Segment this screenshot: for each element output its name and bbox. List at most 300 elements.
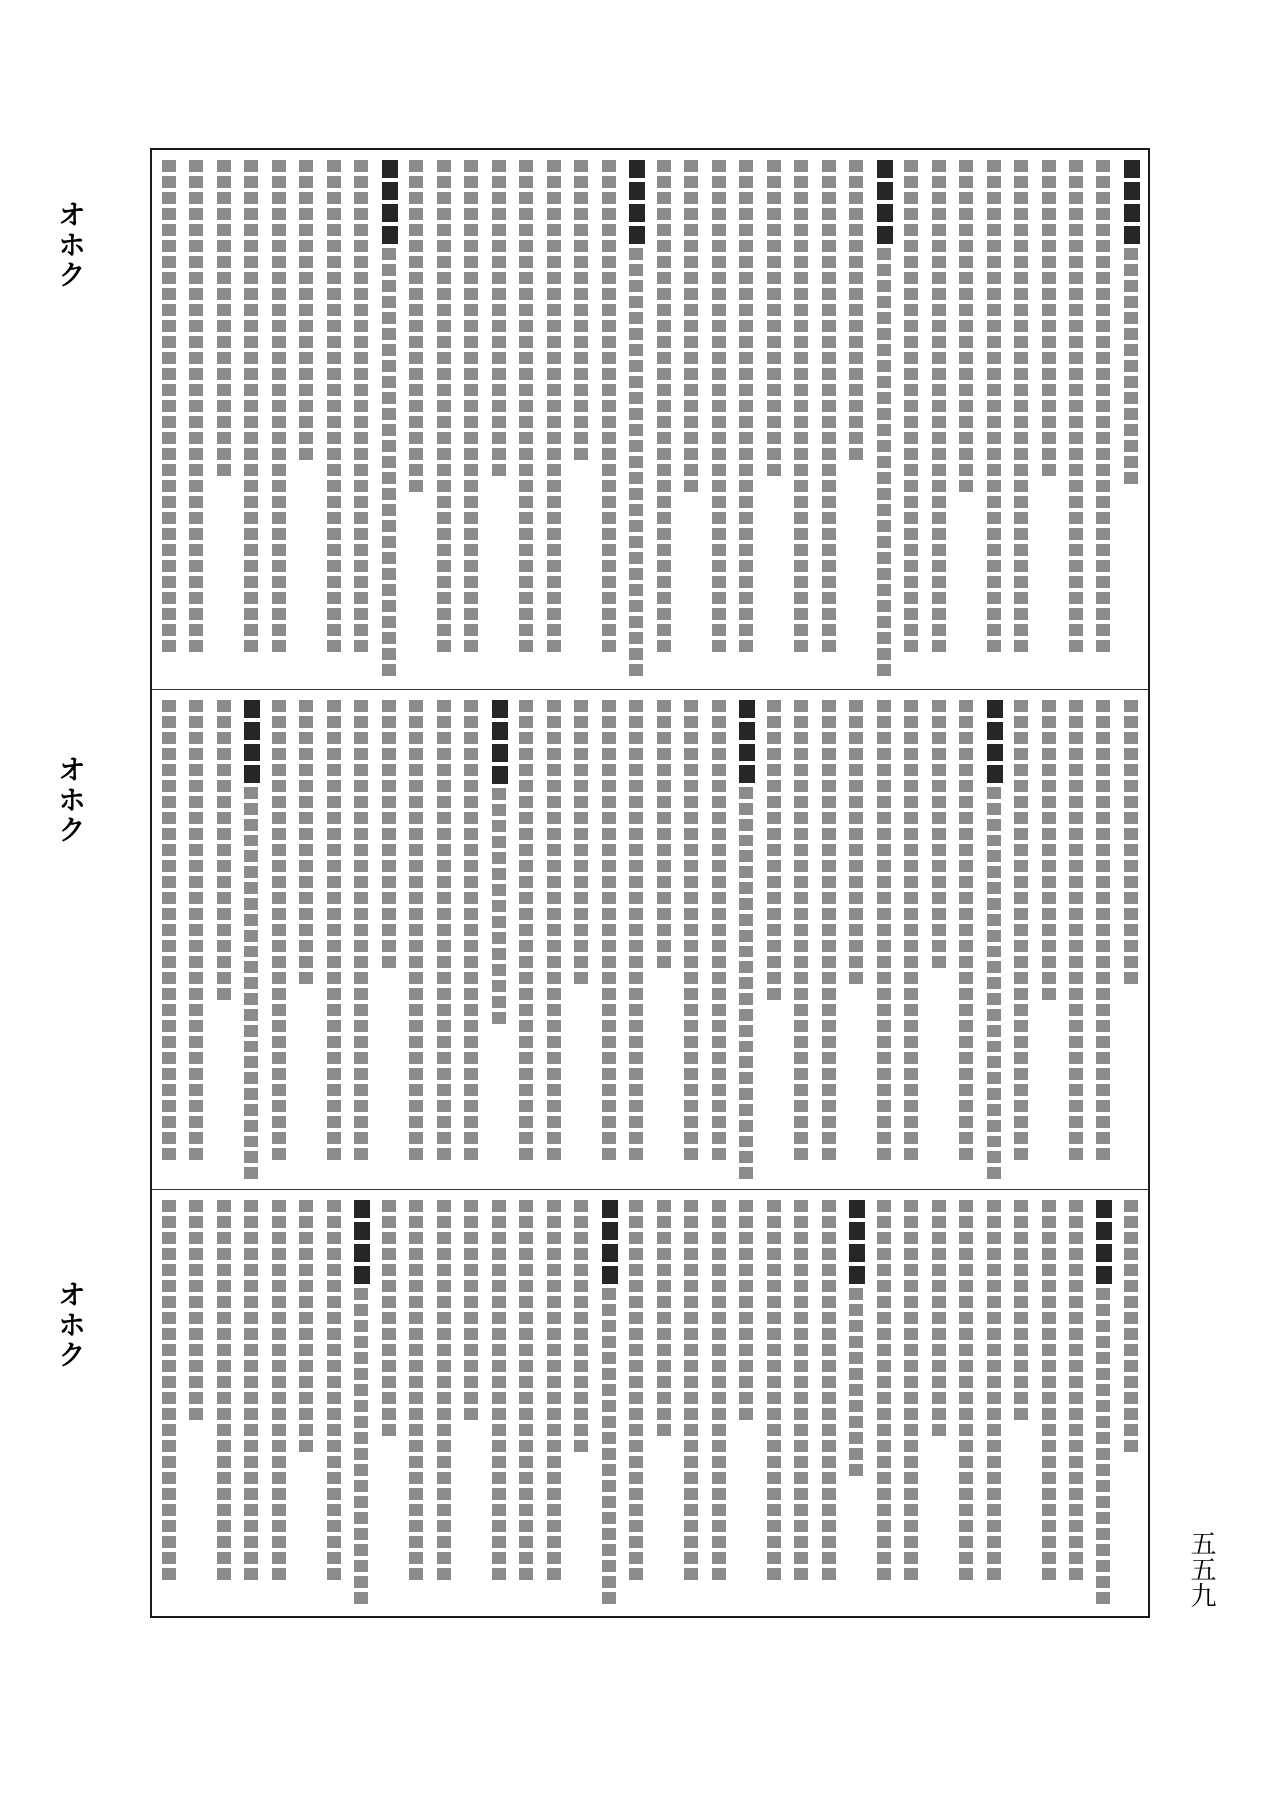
text-glyph xyxy=(684,1536,698,1548)
text-glyph xyxy=(189,288,203,300)
text-glyph xyxy=(217,432,231,444)
text-glyph xyxy=(1042,320,1056,332)
text-glyph xyxy=(189,924,203,936)
text-glyph xyxy=(1014,908,1028,920)
text-glyph xyxy=(1069,1376,1083,1388)
text-glyph xyxy=(657,876,671,888)
text-glyph xyxy=(1014,1408,1028,1420)
text-glyph xyxy=(602,1004,616,1016)
text-glyph xyxy=(244,1151,258,1163)
text-glyph xyxy=(519,1052,533,1064)
text-glyph xyxy=(684,176,698,188)
text-glyph xyxy=(959,1132,973,1144)
text-glyph xyxy=(1096,560,1110,572)
text-glyph xyxy=(1014,732,1028,744)
text-glyph xyxy=(877,844,891,856)
text-glyph xyxy=(822,796,836,808)
text-glyph xyxy=(849,732,863,744)
text-glyph xyxy=(162,464,176,476)
text-glyph xyxy=(684,1424,698,1436)
text-glyph xyxy=(822,272,836,284)
text-glyph xyxy=(299,1424,313,1436)
text-glyph xyxy=(602,304,616,316)
text-glyph xyxy=(327,748,341,760)
text-glyph xyxy=(849,1352,863,1364)
text-glyph xyxy=(492,1520,506,1532)
text-glyph xyxy=(1069,828,1083,840)
text-glyph xyxy=(409,240,423,252)
text-glyph xyxy=(272,1520,286,1532)
text-glyph xyxy=(464,1328,478,1340)
text-glyph xyxy=(1096,1336,1110,1348)
text-glyph xyxy=(877,1052,891,1064)
text-glyph xyxy=(1069,368,1083,380)
text-glyph xyxy=(409,1084,423,1096)
text-glyph xyxy=(987,592,1001,604)
text-glyph xyxy=(217,1472,231,1484)
text-glyph xyxy=(987,1376,1001,1388)
text-glyph xyxy=(382,296,396,308)
text-glyph xyxy=(629,764,643,776)
text-glyph xyxy=(1042,860,1056,872)
text-glyph xyxy=(684,748,698,760)
text-glyph xyxy=(409,304,423,316)
text-glyph xyxy=(574,972,588,984)
text-glyph xyxy=(272,224,286,236)
text-glyph xyxy=(437,1216,451,1228)
text-glyph xyxy=(464,700,478,712)
text-glyph xyxy=(464,464,478,476)
text-glyph xyxy=(1069,272,1083,284)
text-glyph xyxy=(189,1020,203,1032)
text-glyph xyxy=(767,1376,781,1388)
text-glyph xyxy=(189,988,203,1000)
text-glyph xyxy=(492,1012,506,1024)
text-glyph xyxy=(244,1200,258,1212)
text-glyph xyxy=(877,972,891,984)
text-glyph xyxy=(987,528,1001,540)
text-glyph xyxy=(574,384,588,396)
text-glyph xyxy=(877,1312,891,1324)
text-glyph xyxy=(574,1248,588,1260)
text-glyph xyxy=(217,700,231,712)
text-glyph xyxy=(877,1392,891,1404)
text-glyph xyxy=(877,748,891,760)
text-glyph xyxy=(822,1084,836,1096)
text-glyph xyxy=(327,512,341,524)
text-glyph xyxy=(1014,1020,1028,1032)
text-glyph xyxy=(409,716,423,728)
text-glyph xyxy=(1069,560,1083,572)
text-glyph xyxy=(1124,732,1138,744)
text-glyph xyxy=(382,716,396,728)
text-glyph xyxy=(877,1036,891,1048)
text-glyph xyxy=(602,416,616,428)
text-glyph xyxy=(877,860,891,872)
text-glyph xyxy=(574,716,588,728)
text-glyph xyxy=(904,496,918,508)
text-glyph xyxy=(574,1360,588,1372)
text-glyph xyxy=(932,732,946,744)
text-glyph xyxy=(354,828,368,840)
text-glyph xyxy=(657,320,671,332)
text-glyph xyxy=(959,288,973,300)
text-glyph xyxy=(492,1488,506,1500)
text-glyph xyxy=(1124,472,1138,484)
text-glyph xyxy=(712,624,726,636)
text-line xyxy=(1014,700,1028,1179)
text-glyph xyxy=(1096,1288,1110,1300)
text-glyph xyxy=(382,940,396,952)
text-glyph xyxy=(547,1248,561,1260)
text-glyph xyxy=(1014,1280,1028,1292)
text-glyph xyxy=(849,160,863,172)
text-glyph xyxy=(822,432,836,444)
text-glyph xyxy=(712,892,726,904)
text-glyph xyxy=(712,748,726,760)
text-glyph xyxy=(1014,892,1028,904)
text-glyph xyxy=(1069,1488,1083,1500)
text-glyph xyxy=(244,512,258,524)
text-glyph xyxy=(739,608,753,620)
text-glyph xyxy=(1069,1004,1083,1016)
text-glyph xyxy=(437,1504,451,1516)
text-glyph xyxy=(437,1456,451,1468)
text-glyph xyxy=(327,1568,341,1580)
text-glyph xyxy=(327,336,341,348)
text-glyph xyxy=(354,796,368,808)
text-glyph xyxy=(739,480,753,492)
text-glyph xyxy=(602,1052,616,1064)
text-glyph xyxy=(189,480,203,492)
text-glyph xyxy=(299,876,313,888)
text-line xyxy=(354,1200,368,1606)
text-glyph xyxy=(794,384,808,396)
text-glyph xyxy=(794,560,808,572)
text-glyph xyxy=(217,1392,231,1404)
text-glyph xyxy=(492,1472,506,1484)
text-glyph xyxy=(987,1264,1001,1276)
text-glyph xyxy=(877,392,891,404)
text-glyph xyxy=(492,256,506,268)
text-glyph xyxy=(1096,1132,1110,1144)
text-glyph xyxy=(629,812,643,824)
text-line xyxy=(629,160,643,679)
text-glyph xyxy=(1124,408,1138,420)
text-glyph xyxy=(437,1520,451,1532)
text-glyph xyxy=(574,1344,588,1356)
text-glyph xyxy=(1014,240,1028,252)
text-glyph xyxy=(299,272,313,284)
text-glyph xyxy=(272,1132,286,1144)
text-glyph xyxy=(574,240,588,252)
text-glyph xyxy=(904,576,918,588)
text-glyph xyxy=(1096,1592,1110,1604)
text-glyph xyxy=(877,1472,891,1484)
text-glyph xyxy=(987,1440,1001,1452)
text-glyph xyxy=(244,882,258,894)
text-glyph xyxy=(739,1392,753,1404)
text-glyph xyxy=(1069,844,1083,856)
text-glyph xyxy=(299,176,313,188)
text-glyph xyxy=(547,988,561,1000)
text-glyph xyxy=(1042,272,1056,284)
text-glyph xyxy=(629,1536,643,1548)
text-glyph xyxy=(739,320,753,332)
text-glyph xyxy=(327,812,341,824)
text-glyph xyxy=(1096,716,1110,728)
text-glyph xyxy=(1124,748,1138,760)
text-line xyxy=(712,160,726,679)
text-glyph xyxy=(574,304,588,316)
text-glyph xyxy=(1042,368,1056,380)
text-glyph xyxy=(987,1328,1001,1340)
text-glyph xyxy=(464,1264,478,1276)
text-glyph xyxy=(602,1480,616,1492)
text-glyph xyxy=(327,1052,341,1064)
text-glyph xyxy=(629,472,643,484)
text-glyph xyxy=(712,828,726,840)
text-glyph xyxy=(1124,1280,1138,1292)
text-glyph xyxy=(822,844,836,856)
text-glyph xyxy=(272,876,286,888)
text-glyph xyxy=(629,1100,643,1112)
text-glyph xyxy=(877,504,891,516)
text-glyph xyxy=(932,224,946,236)
text-glyph xyxy=(959,1020,973,1032)
text-glyph xyxy=(162,1376,176,1388)
text-glyph xyxy=(189,908,203,920)
text-glyph xyxy=(739,850,753,862)
text-glyph xyxy=(712,732,726,744)
text-glyph xyxy=(162,1520,176,1532)
text-glyph xyxy=(409,384,423,396)
text-glyph xyxy=(739,240,753,252)
text-glyph xyxy=(684,716,698,728)
text-glyph xyxy=(904,924,918,936)
text-glyph xyxy=(877,456,891,468)
text-glyph xyxy=(327,1084,341,1096)
text-glyph xyxy=(327,1440,341,1452)
text-glyph xyxy=(189,1392,203,1404)
text-glyph xyxy=(712,1248,726,1260)
text-glyph xyxy=(767,240,781,252)
text-glyph xyxy=(409,1568,423,1580)
text-glyph xyxy=(162,1488,176,1500)
text-glyph xyxy=(932,1424,946,1436)
text-band-top xyxy=(152,150,1148,690)
text-glyph xyxy=(959,700,973,712)
text-glyph xyxy=(409,400,423,412)
text-glyph xyxy=(492,836,506,848)
text-glyph xyxy=(354,1560,368,1572)
text-glyph xyxy=(904,1472,918,1484)
text-glyph xyxy=(244,977,258,989)
text-glyph xyxy=(464,1100,478,1112)
text-glyph xyxy=(822,1392,836,1404)
text-glyph xyxy=(299,972,313,984)
text-glyph xyxy=(1014,1084,1028,1096)
text-glyph xyxy=(932,640,946,652)
text-glyph xyxy=(244,1120,258,1132)
text-glyph xyxy=(189,1100,203,1112)
text-glyph xyxy=(519,1440,533,1452)
text-glyph xyxy=(244,1328,258,1340)
text-glyph xyxy=(657,352,671,364)
text-glyph xyxy=(354,304,368,316)
text-glyph xyxy=(519,592,533,604)
text-glyph xyxy=(354,624,368,636)
text-glyph xyxy=(932,192,946,204)
text-glyph xyxy=(272,544,286,556)
text-glyph xyxy=(354,176,368,188)
text-glyph xyxy=(657,448,671,460)
text-glyph xyxy=(162,304,176,316)
text-glyph xyxy=(272,1568,286,1580)
text-glyph xyxy=(327,1456,341,1468)
text-glyph xyxy=(437,924,451,936)
text-glyph xyxy=(1096,480,1110,492)
text-glyph xyxy=(712,908,726,920)
text-glyph xyxy=(657,828,671,840)
text-glyph xyxy=(547,512,561,524)
text-glyph xyxy=(1096,1432,1110,1444)
text-glyph xyxy=(739,560,753,572)
text-glyph xyxy=(877,1232,891,1244)
text-glyph xyxy=(684,860,698,872)
text-glyph xyxy=(1014,368,1028,380)
text-glyph xyxy=(794,624,808,636)
text-glyph xyxy=(684,1132,698,1144)
text-glyph xyxy=(1014,1068,1028,1080)
text-glyph xyxy=(272,1116,286,1128)
text-glyph xyxy=(849,780,863,792)
text-glyph xyxy=(244,1136,258,1148)
text-glyph xyxy=(739,930,753,942)
text-glyph xyxy=(712,240,726,252)
text-glyph xyxy=(464,256,478,268)
text-glyph xyxy=(822,812,836,824)
text-glyph xyxy=(794,1456,808,1468)
text-glyph xyxy=(299,288,313,300)
text-glyph xyxy=(492,744,508,762)
text-glyph xyxy=(712,1036,726,1048)
text-glyph xyxy=(932,464,946,476)
text-glyph xyxy=(712,208,726,220)
text-glyph xyxy=(327,416,341,428)
text-glyph xyxy=(739,946,753,958)
text-glyph xyxy=(822,764,836,776)
text-glyph xyxy=(382,392,396,404)
text-glyph xyxy=(1096,224,1110,236)
text-glyph xyxy=(464,272,478,284)
text-glyph xyxy=(299,716,313,728)
text-glyph xyxy=(272,908,286,920)
text-glyph xyxy=(657,700,671,712)
text-glyph xyxy=(272,1100,286,1112)
text-glyph xyxy=(932,384,946,396)
text-glyph xyxy=(547,908,561,920)
text-glyph xyxy=(794,780,808,792)
text-glyph xyxy=(1096,796,1110,808)
text-glyph xyxy=(354,160,368,172)
text-glyph xyxy=(767,320,781,332)
text-glyph xyxy=(1124,344,1138,356)
text-glyph xyxy=(959,860,973,872)
text-glyph xyxy=(629,876,643,888)
text-glyph xyxy=(162,192,176,204)
text-glyph xyxy=(272,320,286,332)
text-glyph xyxy=(987,914,1001,926)
text-glyph xyxy=(904,208,918,220)
text-glyph xyxy=(519,748,533,760)
text-glyph xyxy=(1069,592,1083,604)
text-glyph xyxy=(437,940,451,952)
text-glyph xyxy=(684,192,698,204)
text-glyph xyxy=(1069,544,1083,556)
text-glyph xyxy=(684,1200,698,1212)
text-line xyxy=(464,1200,478,1606)
text-glyph xyxy=(244,496,258,508)
text-glyph xyxy=(904,956,918,968)
text-glyph xyxy=(987,1408,1001,1420)
text-glyph xyxy=(437,1084,451,1096)
text-line xyxy=(437,160,451,679)
text-glyph xyxy=(822,1424,836,1436)
text-glyph xyxy=(272,272,286,284)
text-glyph xyxy=(1096,1148,1110,1160)
text-glyph xyxy=(492,852,506,864)
text-glyph xyxy=(409,924,423,936)
text-glyph xyxy=(437,1116,451,1128)
text-glyph xyxy=(1096,576,1110,588)
text-glyph xyxy=(244,1248,258,1260)
text-glyph xyxy=(409,1296,423,1308)
text-glyph xyxy=(244,256,258,268)
text-glyph xyxy=(519,1456,533,1468)
text-line xyxy=(547,700,561,1179)
text-glyph xyxy=(712,924,726,936)
text-glyph xyxy=(1124,1344,1138,1356)
text-glyph xyxy=(932,400,946,412)
text-glyph xyxy=(822,1068,836,1080)
text-glyph xyxy=(987,1248,1001,1260)
text-glyph xyxy=(932,812,946,824)
text-glyph xyxy=(162,1232,176,1244)
text-glyph xyxy=(162,988,176,1000)
text-glyph xyxy=(327,1132,341,1144)
text-glyph xyxy=(437,1440,451,1452)
text-glyph xyxy=(684,1004,698,1016)
text-glyph xyxy=(822,176,836,188)
text-glyph xyxy=(409,160,423,172)
text-glyph xyxy=(1096,1244,1112,1262)
text-glyph xyxy=(519,464,533,476)
text-glyph xyxy=(272,1424,286,1436)
text-glyph xyxy=(1014,940,1028,952)
text-glyph xyxy=(519,224,533,236)
text-glyph xyxy=(602,528,616,540)
text-glyph xyxy=(217,732,231,744)
text-glyph xyxy=(1014,860,1028,872)
text-glyph xyxy=(1096,1512,1110,1524)
text-glyph xyxy=(794,1568,808,1580)
text-glyph xyxy=(547,176,561,188)
text-glyph xyxy=(547,1116,561,1128)
text-glyph xyxy=(272,988,286,1000)
text-glyph xyxy=(987,1136,1001,1148)
text-glyph xyxy=(189,256,203,268)
